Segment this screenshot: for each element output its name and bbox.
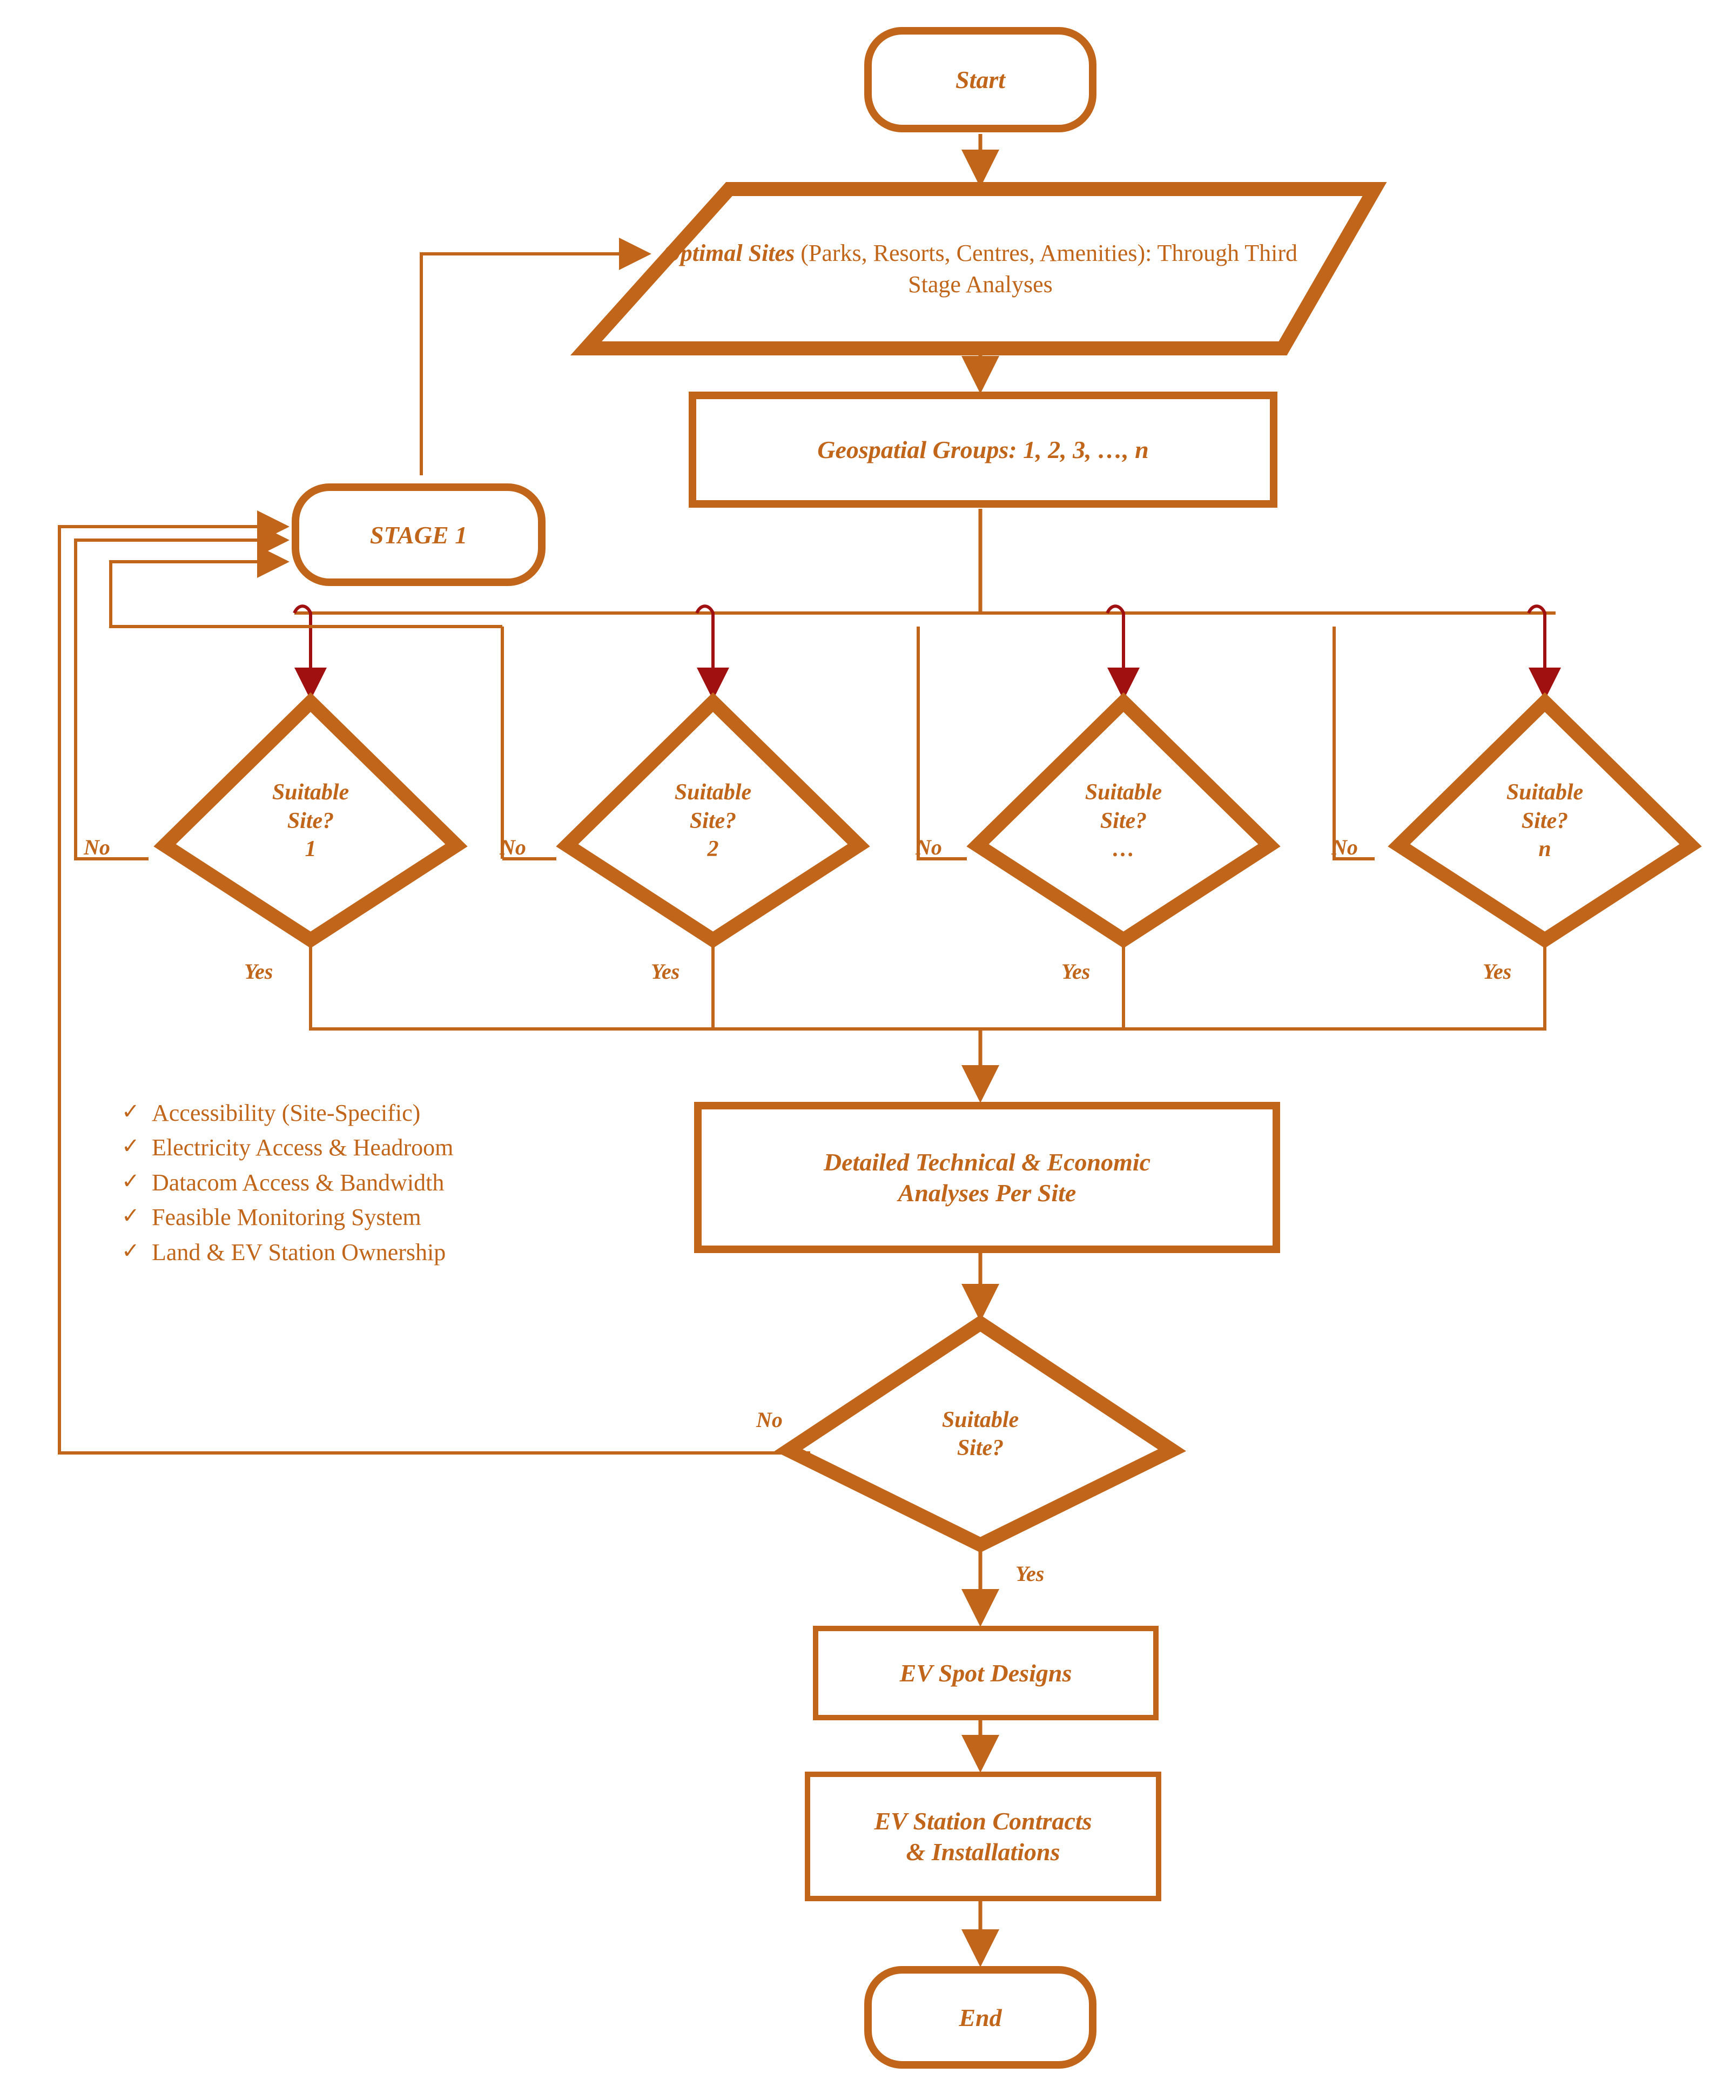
node-optimal-sites-text (586, 189, 1375, 348)
node-end (864, 1966, 1096, 2069)
edge-label-no-3: No (916, 835, 942, 859)
node-decision-4 (1399, 702, 1691, 940)
node-decision-1-line1: Suitable (272, 780, 349, 805)
checklist-item (122, 1166, 662, 1200)
checklist-item-label: Feasible Monitoring System (152, 1204, 421, 1231)
check-icon: ✓ (122, 1099, 140, 1123)
node-start (864, 27, 1096, 132)
node-ev-contracts-line1: EV Station Contracts (874, 1807, 1092, 1835)
check-icon: ✓ (122, 1168, 140, 1193)
node-decision-1-text (165, 702, 456, 940)
node-decision-4-line3: n (1538, 837, 1551, 862)
node-decision-4-line2: Site? (1521, 808, 1569, 833)
edge-label-yes-2: Yes (651, 959, 680, 984)
node-decision-final-text (789, 1323, 1172, 1545)
node-optimal-sites-bold: Optimal Sites (663, 240, 795, 267)
node-decision-2-text (567, 702, 859, 940)
checklist-item (122, 1131, 662, 1165)
edge-label-yes-3: Yes (1061, 959, 1091, 984)
node-decision-3-line2: Site? (1100, 808, 1147, 833)
check-icon: ✓ (122, 1134, 140, 1159)
node-start-label: Start (955, 66, 1006, 93)
checklist-item-label: Electricity Access & Headroom (152, 1134, 454, 1161)
node-decision-1 (165, 702, 456, 940)
checklist-item (122, 1236, 662, 1269)
node-decision-3 (978, 702, 1269, 940)
node-ev-spot-designs-label: EV Spot Designs (899, 1659, 1072, 1687)
checklist-item (122, 1201, 662, 1234)
node-decision-final-line2: Site? (957, 1436, 1004, 1460)
checklist-item (122, 1096, 662, 1130)
node-ev-spot-designs (813, 1626, 1159, 1720)
node-geospatial-groups (689, 392, 1277, 508)
node-decision-2-line3: 2 (707, 837, 719, 862)
node-decision-3-line1: Suitable (1085, 780, 1162, 805)
node-ev-contracts (805, 1772, 1161, 1901)
node-stage-1 (292, 483, 546, 586)
node-decision-final-line1: Suitable (941, 1407, 1019, 1432)
checklist-item-label: Datacom Access & Bandwidth (152, 1169, 445, 1196)
edge-label-no-2: No (500, 835, 526, 859)
node-optimal-sites (586, 189, 1375, 348)
node-detailed-analyses (694, 1102, 1280, 1253)
node-stage-1-label: STAGE 1 (369, 521, 468, 549)
node-detailed-analyses-line1: Detailed Technical & Economic (823, 1148, 1151, 1176)
check-icon: ✓ (122, 1203, 140, 1228)
edge-label-yes-1: Yes (244, 959, 273, 984)
criteria-checklist (122, 1096, 662, 1270)
edge-label-no-final: No (756, 1408, 783, 1432)
node-decision-1-line2: Site? (287, 808, 334, 833)
edge-label-yes-4: Yes (1483, 959, 1512, 984)
checklist-item-label: Accessibility (Site-Specific) (152, 1100, 421, 1126)
node-decision-3-line3: … (1112, 837, 1135, 862)
node-decision-3-text (978, 702, 1269, 940)
edge-label-no-1: No (84, 835, 110, 859)
node-decision-final (789, 1323, 1172, 1545)
node-decision-2-line1: Suitable (674, 780, 752, 805)
node-detailed-analyses-line2: Analyses Per Site (898, 1179, 1076, 1207)
node-decision-4-text (1399, 702, 1691, 940)
node-ev-contracts-line2: & Installations (906, 1838, 1060, 1866)
node-decision-2 (567, 702, 859, 940)
node-optimal-sites-rest: (Parks, Resorts, Centres, Amenities): Through Third Stage Analyses (795, 240, 1298, 298)
edge-label-no-4: No (1331, 835, 1358, 859)
node-end-label: End (959, 2003, 1002, 2031)
node-decision-1-line3: 1 (305, 837, 317, 862)
check-icon: ✓ (122, 1238, 140, 1263)
checklist-item-label: Land & EV Station Ownership (152, 1239, 446, 1266)
node-decision-4-line1: Suitable (1506, 780, 1584, 805)
edge-label-yes-final: Yes (1015, 1561, 1045, 1586)
node-decision-2-line2: Site? (689, 808, 737, 833)
node-geospatial-groups-label: Geospatial Groups: 1, 2, 3, …, n (817, 435, 1149, 463)
